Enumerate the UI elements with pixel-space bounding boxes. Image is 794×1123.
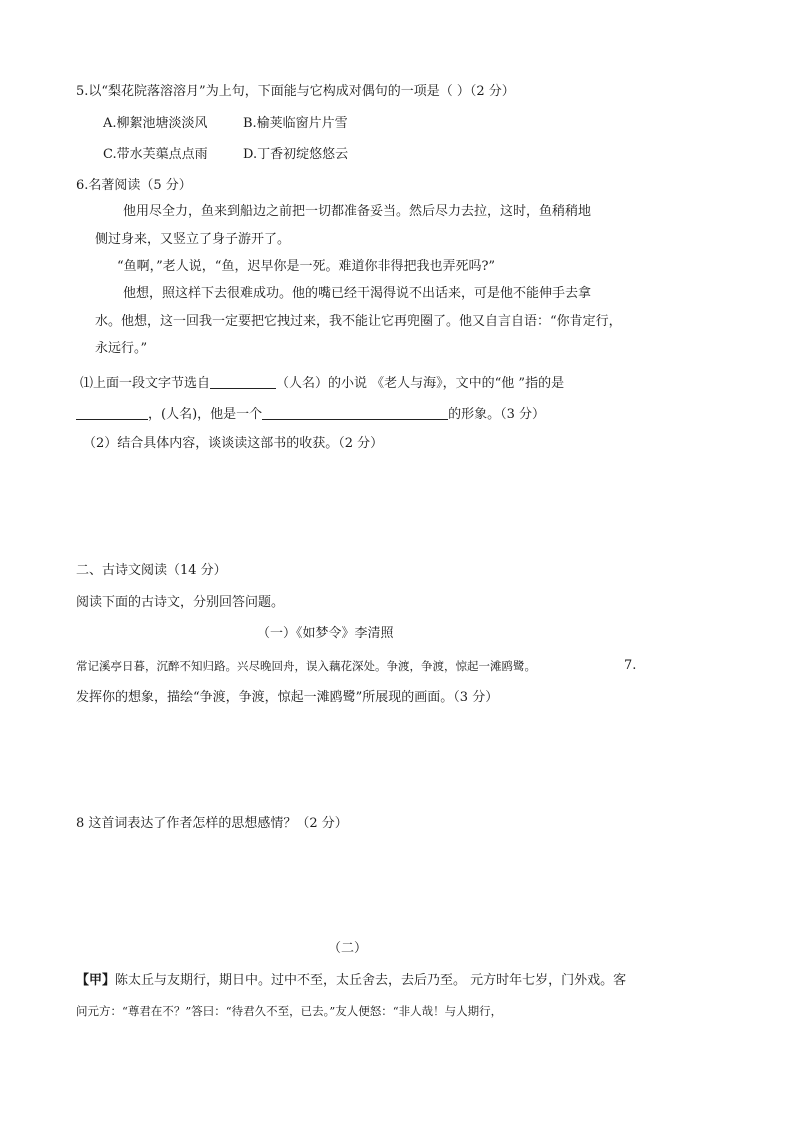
character-answer-blank[interactable] [76, 405, 148, 420]
q8-text: 8 这首词表达了作者怎样的思想感情？（2 分） [76, 816, 348, 831]
section2-instruction: 阅读下面的古诗文，分别回答问题。 [76, 595, 285, 610]
q6-passage-line-3: “鱼啊，”老人说，“鱼，迟早你是一死。难道你非得把我也弄死吗?” [117, 259, 496, 274]
part2-title: （二） [328, 941, 368, 956]
jia-line-1 [76, 972, 626, 990]
jia-label: 【甲】 [76, 973, 116, 988]
q7-text: 发挥你的想象，描绘“争渡，争渡，惊起一滩鸥鹭”所展现的画面。（3 分） [76, 690, 499, 705]
q7-number: 7. [624, 658, 637, 673]
poem-title: （一）《如梦令》李清照 [257, 626, 394, 641]
poem-text: 常记溪亭日暮，沉醉不知归路。兴尽晚回舟，误入藕花深处。争渡，争渡，惊起一滩鸥鹭。 [76, 659, 536, 673]
q6-heading: 6.名著阅读（5 分） [76, 178, 192, 193]
q5-option-a: A.柳絮池塘淡淡风 [103, 116, 208, 131]
author-answer-blank[interactable] [210, 374, 276, 389]
q5-option-d: D.丁香初绽悠悠云 [243, 147, 349, 162]
q5-option-c: C.带水芙蕖点点雨 [103, 147, 208, 162]
q6-passage-line-6: 永远行。” [95, 341, 148, 356]
q6-sub1-line-1 [80, 374, 564, 393]
q6-sub1-text-d: 的形象。（3 分） [448, 407, 546, 422]
q6-passage-line-5: 水。他想，这一回我一定要把它拽过来，我不能让它再兜圈了。他又自言自语：“你肯定行， [95, 314, 622, 329]
q6-sub1-text-a: ⑴上面一段文字节选自 [80, 376, 211, 391]
q6-passage-line-1: 他用尽全力，鱼来到船边之前把一切都准备妥当。然后尽力去拉，这时，鱼稍稍地 [123, 204, 592, 219]
q5-option-b: B.榆荚临窗片片雪 [243, 116, 348, 131]
q6-sub1-line-2 [76, 405, 545, 424]
section2-heading: 二、古诗文阅读（14 分） [76, 563, 227, 578]
jia-line-2: 问元方：“尊君在不？”答曰：“待君久不至，已去。”友人便怒：“非人哉！与人期行， [76, 1004, 503, 1018]
q5-stem: 5.以“梨花院落溶溶月”为上句，下面能与它构成对偶句的一项是（ ）（2 分） [76, 84, 515, 99]
image-answer-blank[interactable] [262, 405, 448, 420]
q6-sub2: （2）结合具体内容，谈谈读这部书的收获。（2 分） [83, 436, 384, 451]
q6-sub1-text-c: ，(人名)，他是一个 [148, 407, 263, 422]
jia-text-1: 陈太丘与友期行，期日中。过中不至，太丘舍去，去后乃至。 元方时年七岁，门外戏。客 [115, 973, 627, 988]
q6-sub1-text-b: （人名）的小说 《老人与海》，文中的“他 ”指的是 [276, 376, 565, 391]
q6-passage-line-4: 他想，照这样下去很难成功。他的嘴已经干渴得说不出话来，可是他不能伸手去拿 [123, 286, 592, 301]
q6-passage-line-2: 侧过身来，又竖立了身子游开了。 [95, 232, 291, 247]
